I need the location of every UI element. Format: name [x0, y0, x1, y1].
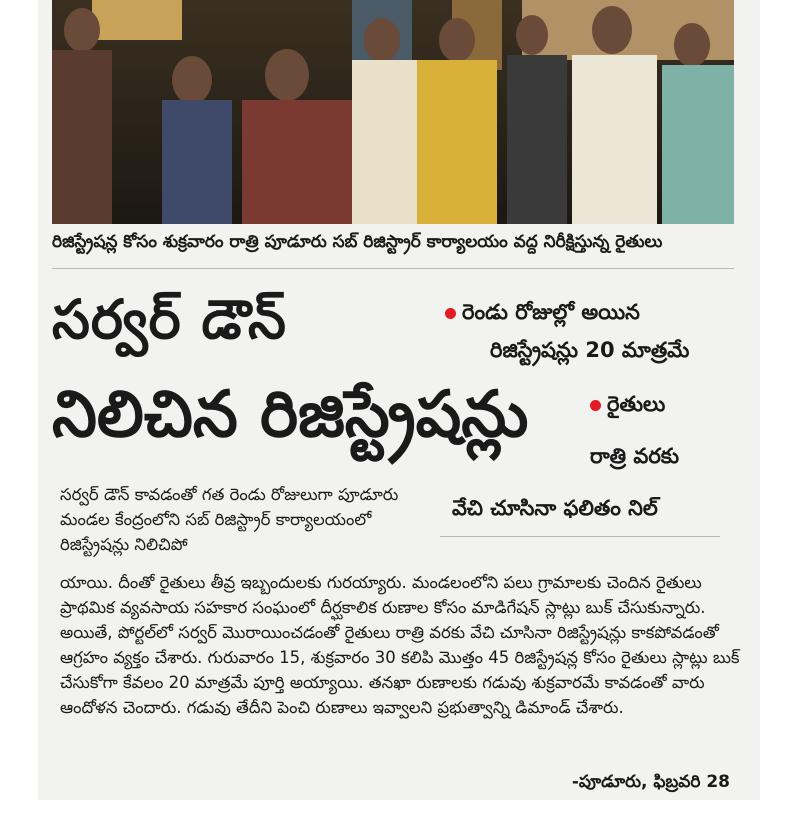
photo-caption: రిజిస్ట్రేషన్ల కోసం శుక్రవారం రాత్రి పూడూరు సబ్ రిజిస్ట్రార్ కార్యాలయం వద్ద నిరీక్షిస్తున్న రైతులు	[52, 232, 663, 252]
bullet-dot-icon	[590, 400, 601, 411]
article-intro	[60, 482, 400, 557]
article-intro-text: సర్వర్ డౌన్ కావడంతో గత రెండు రోజులుగా పూడూరు మండల కేంద్రంలోని సబ్ రిజిస్ట్రార్ కార్యాలయంలో రిజిస్ట్రేషన్లు నిలిచిపో	[60, 485, 399, 554]
subhead-2	[590, 392, 665, 422]
headline-line-2: నిలిచిన రిజిస్ట్రేషన్లు	[52, 378, 529, 452]
article-body	[60, 570, 740, 720]
crowd-photo-drawing	[52, 0, 734, 224]
divider	[52, 268, 734, 269]
subhead-2-line-1: రైతులు	[607, 392, 666, 416]
headline-line-1: సర్వర్ డౌన్	[52, 288, 287, 351]
article-body-text: యాయి. దీంతో రైతులు తీవ్ర ఇబ్బందులకు గురయ్యారు. మండలంలోని పలు గ్రామాలకు చెందిన రైతులు ప్రాథమిక వ్యవసాయ సహకార సంఘంలో దీర్ఘకాలిక రుణాల కోసం మాడిగేషన్ స్లాట్లు బుక్ చేసుకున్నారు. అయితే, పోర్టల్‌లో సర్వర్ మొరాయించడంతో రైతులు రాత్రి వరకు వేచి చూసినా రిజిస్ట్రేషన్లు కాకపోవడంతో ఆగ్రహం వ్యక్తం చేశారు. గురువారం 15, శుక్రవారం 30 కలిపి మొత్తం 45 రిజిస్ట్రేషన్ల కోసం రైతులు స్లాట్లు బుక్ చేసుకోగా కేవలం 20 మాత్రమే పూర్తి అయ్యాయి. తనఖా రుణాలకు గడువు శుక్రవారమే కావడంతో వారు ఆందోళన చెందారు. గడువు తేదీని పెంచి రుణాలు ఇవ్వాలని ప్రభుత్వాన్ని డిమాండ్ చేశారు.	[60, 573, 740, 717]
crowd-photo	[52, 0, 734, 224]
bullet-dot-icon	[445, 308, 456, 319]
subhead-1-line-1: రెండు రోజుల్లో అయిన	[462, 300, 640, 324]
subhead-2-line-3: వేచి చూసినా ఫలితం నిల్	[452, 496, 658, 520]
dateline: -పూడూరు, ఫిబ్రవరి 28	[571, 772, 730, 792]
subhead-1-line-2: రిజిస్ట్రేషన్లు 20 మాత్రమే	[490, 338, 690, 362]
subhead-divider	[440, 536, 720, 537]
subhead-1	[445, 300, 640, 330]
subhead-2-line-2: రాత్రి వరకు	[590, 444, 680, 468]
